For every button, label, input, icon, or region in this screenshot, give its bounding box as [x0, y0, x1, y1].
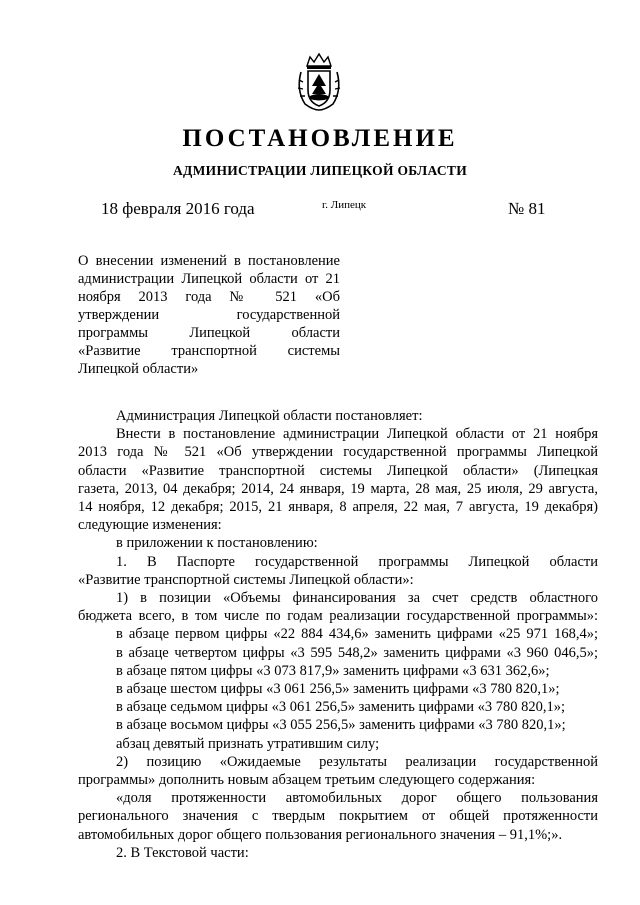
body-line: 1) в позиции «Объемы финансирования за счет средств областного	[116, 590, 598, 607]
body-line: «Развитие транспортной системы Липецкой области»:	[78, 571, 414, 588]
body-line: 2) позицию «Ожидаемые результаты реализации государственной	[116, 753, 598, 770]
coat-of-arms-icon	[293, 52, 345, 112]
body-line: Администрация Липецкой области постановляет:	[116, 408, 423, 424]
body-line: абзац девятый признать утратившим силу;	[116, 735, 380, 752]
body-line: 2013 года № 521 «Об утверждении государственной программы Липецкой	[78, 444, 598, 461]
subject-line: утверждении государственной	[78, 307, 340, 323]
subject-line: Липецкой области»	[78, 361, 199, 377]
document-number: № 81	[508, 199, 546, 218]
body-line: в абзаце шестом цифры «3 061 256,5» заменить цифрами «3 780 820,1»;	[116, 681, 560, 698]
body-line: «доля протяженности автомобильных дорог общего пользования	[116, 790, 598, 807]
body-line: в абзаце седьмом цифры «3 061 256,5» заменить цифрами «3 780 820,1»;	[116, 699, 566, 716]
document-city: г. Липецк	[322, 199, 367, 211]
subject-line: ноября 2013 года № 521 «Об	[78, 289, 340, 305]
body-line: 2. В Текстовой части:	[116, 844, 249, 861]
body-line: области «Развитие транспортной системы Липецкой области» (Липецкая	[78, 462, 598, 479]
subject-line: администрации Липецкой области от 21	[78, 271, 340, 287]
body-line: газета, 2013, 04 декабря; 2014, 24 января, 19 марта, 28 мая, 25 июля, 29 августа,	[78, 480, 598, 497]
body-line: в приложении к постановлению:	[116, 535, 318, 552]
body-line: бюджета всего, в том числе по годам реализации государственной программы»:	[78, 608, 598, 625]
body-line: в абзаце восьмом цифры «3 055 256,5» заменить цифрами «3 780 820,1»;	[116, 717, 566, 734]
body-line: в абзаце четвертом цифры «3 595 548,2» заменить цифрами «3 960 046,5»;	[116, 644, 598, 661]
body-line: 14 ноября, 12 декабря; 2015, 21 января, 8 апреля, 22 мая, 7 августа, 19 декабря)	[78, 499, 598, 516]
body-line: программы» дополнить новым абзацем третьим следующего содержания:	[78, 772, 536, 789]
document-title: ПОСТАНОВЛЕНИЕ	[182, 125, 458, 152]
subject-line: программы Липецкой области	[78, 325, 340, 341]
subject-line: «Развитие транспортной системы	[78, 343, 340, 359]
body-line: регионального значения с твердым покрытием от общей протяженности	[78, 808, 598, 825]
body-line: в абзаце пятом цифры «3 073 817,9» заменить цифрами «3 631 362,6»;	[116, 662, 550, 679]
body-line: в абзаце первом цифры «22 884 434,6» заменить цифрами «25 971 168,4»;	[116, 626, 598, 643]
document-body	[78, 407, 598, 862]
body-line: следующие изменения:	[78, 517, 222, 534]
document-date: 18 февраля 2016 года	[101, 199, 255, 218]
body-line: Внести в постановление администрации Липецкой области от 21 ноября	[116, 426, 598, 443]
document-subject	[78, 252, 340, 378]
document-subtitle: АДМИНИСТРАЦИИ ЛИПЕЦКОЙ ОБЛАСТИ	[172, 163, 468, 178]
body-line: автомобильных дорог общего пользования регионального значения – 91,1%;».	[78, 826, 563, 843]
body-line: 1. В Паспорте государственной программы Липецкой области	[116, 553, 598, 570]
subject-line: О внесении изменений в постановление	[78, 253, 340, 269]
